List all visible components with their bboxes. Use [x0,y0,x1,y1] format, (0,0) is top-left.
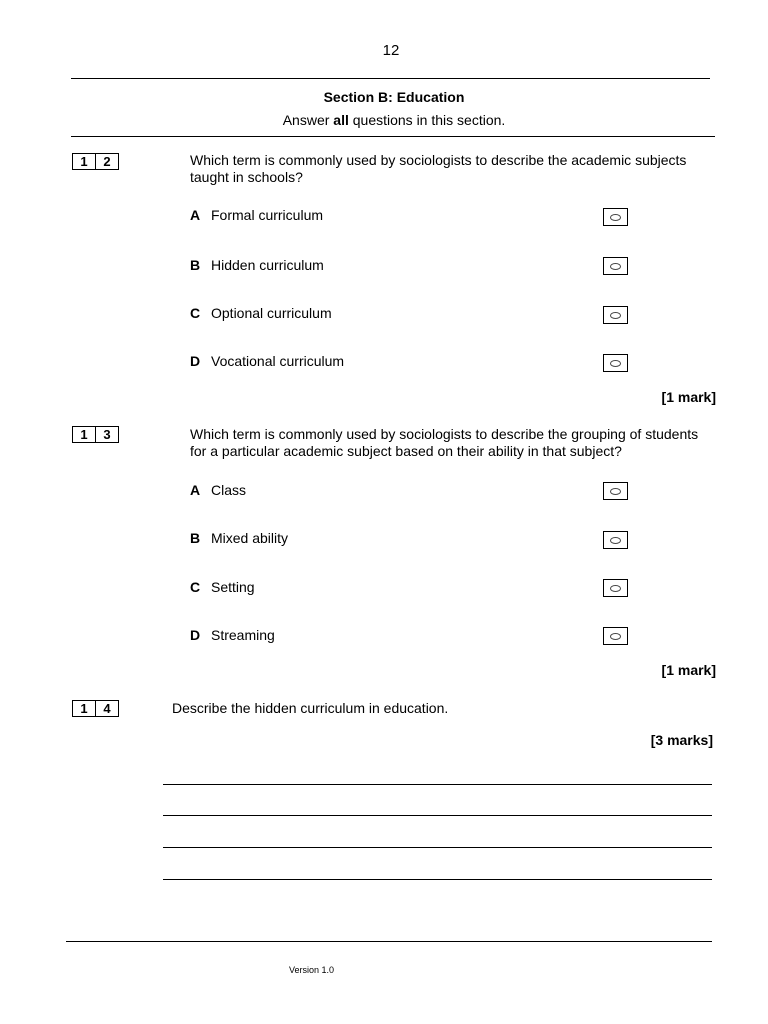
bubble-icon [610,312,621,319]
marks-label: [1 mark] [661,389,716,405]
question-number-digit: 3 [95,427,118,442]
question-text: Which term is commonly used by sociologists to describe the academic subjects taught in schools? [190,152,687,185]
question-number-digit: 1 [80,701,88,716]
footer-divider [66,941,712,942]
answer-checkbox[interactable] [603,354,628,372]
bubble-icon [610,488,621,495]
answer-checkbox[interactable] [603,482,628,500]
option-letter: C [190,305,201,321]
marks-label: [3 marks] [650,732,713,748]
answer-line[interactable] [163,784,712,785]
option-text: Vocational curriculum [211,353,345,369]
option-letter: C [190,579,201,595]
question-number-digit: 4 [95,701,118,716]
question-number-digit: 2 [95,154,118,169]
section-divider [71,136,715,137]
answer-checkbox[interactable] [603,531,628,549]
option-text: Optional curriculum [211,305,332,321]
answer-line[interactable] [163,847,712,848]
question-number-box [72,700,119,717]
bubble-icon [610,537,621,544]
option-letter: D [190,353,201,369]
question-text: Describe the hidden curriculum in education. [172,700,449,716]
bubble-icon [610,263,621,270]
option-text: Class [211,482,247,498]
option-letter: A [190,482,201,498]
answer-checkbox[interactable] [603,579,628,597]
marks-label: [1 mark] [661,662,716,678]
answer-checkbox[interactable] [603,627,628,645]
answer-line[interactable] [163,815,712,816]
option-text: Streaming [211,627,275,643]
option-letter: D [190,627,201,643]
page-number: 12 [382,42,400,59]
question-number-digit: 1 [80,154,88,169]
top-divider [71,78,710,79]
option-letter: A [190,207,201,223]
answer-checkbox[interactable] [603,306,628,324]
option-text: Formal curriculum [211,207,324,223]
question-number-box [72,153,119,170]
bubble-icon [610,633,621,640]
bubble-icon [610,214,621,221]
answer-checkbox[interactable] [603,257,628,275]
question-number-box [72,426,119,443]
option-text: Hidden curriculum [211,257,324,273]
bubble-icon [610,360,621,367]
section-title: Section B: Education [323,89,465,105]
section-instruction: Answer all questions in this section. [282,112,506,128]
question-text: Which term is commonly used by sociologists to describe the grouping of students for a particular academic subject based on their ability in that subject? [190,426,699,459]
question-number-digit: 1 [80,427,88,442]
option-text: Mixed ability [211,530,289,546]
bubble-icon [610,585,621,592]
answer-checkbox[interactable] [603,208,628,226]
version-label: Version 1.0 [289,965,335,975]
option-text: Setting [211,579,255,595]
option-letter: B [190,530,201,546]
answer-line[interactable] [163,879,712,880]
option-letter: B [190,257,201,273]
